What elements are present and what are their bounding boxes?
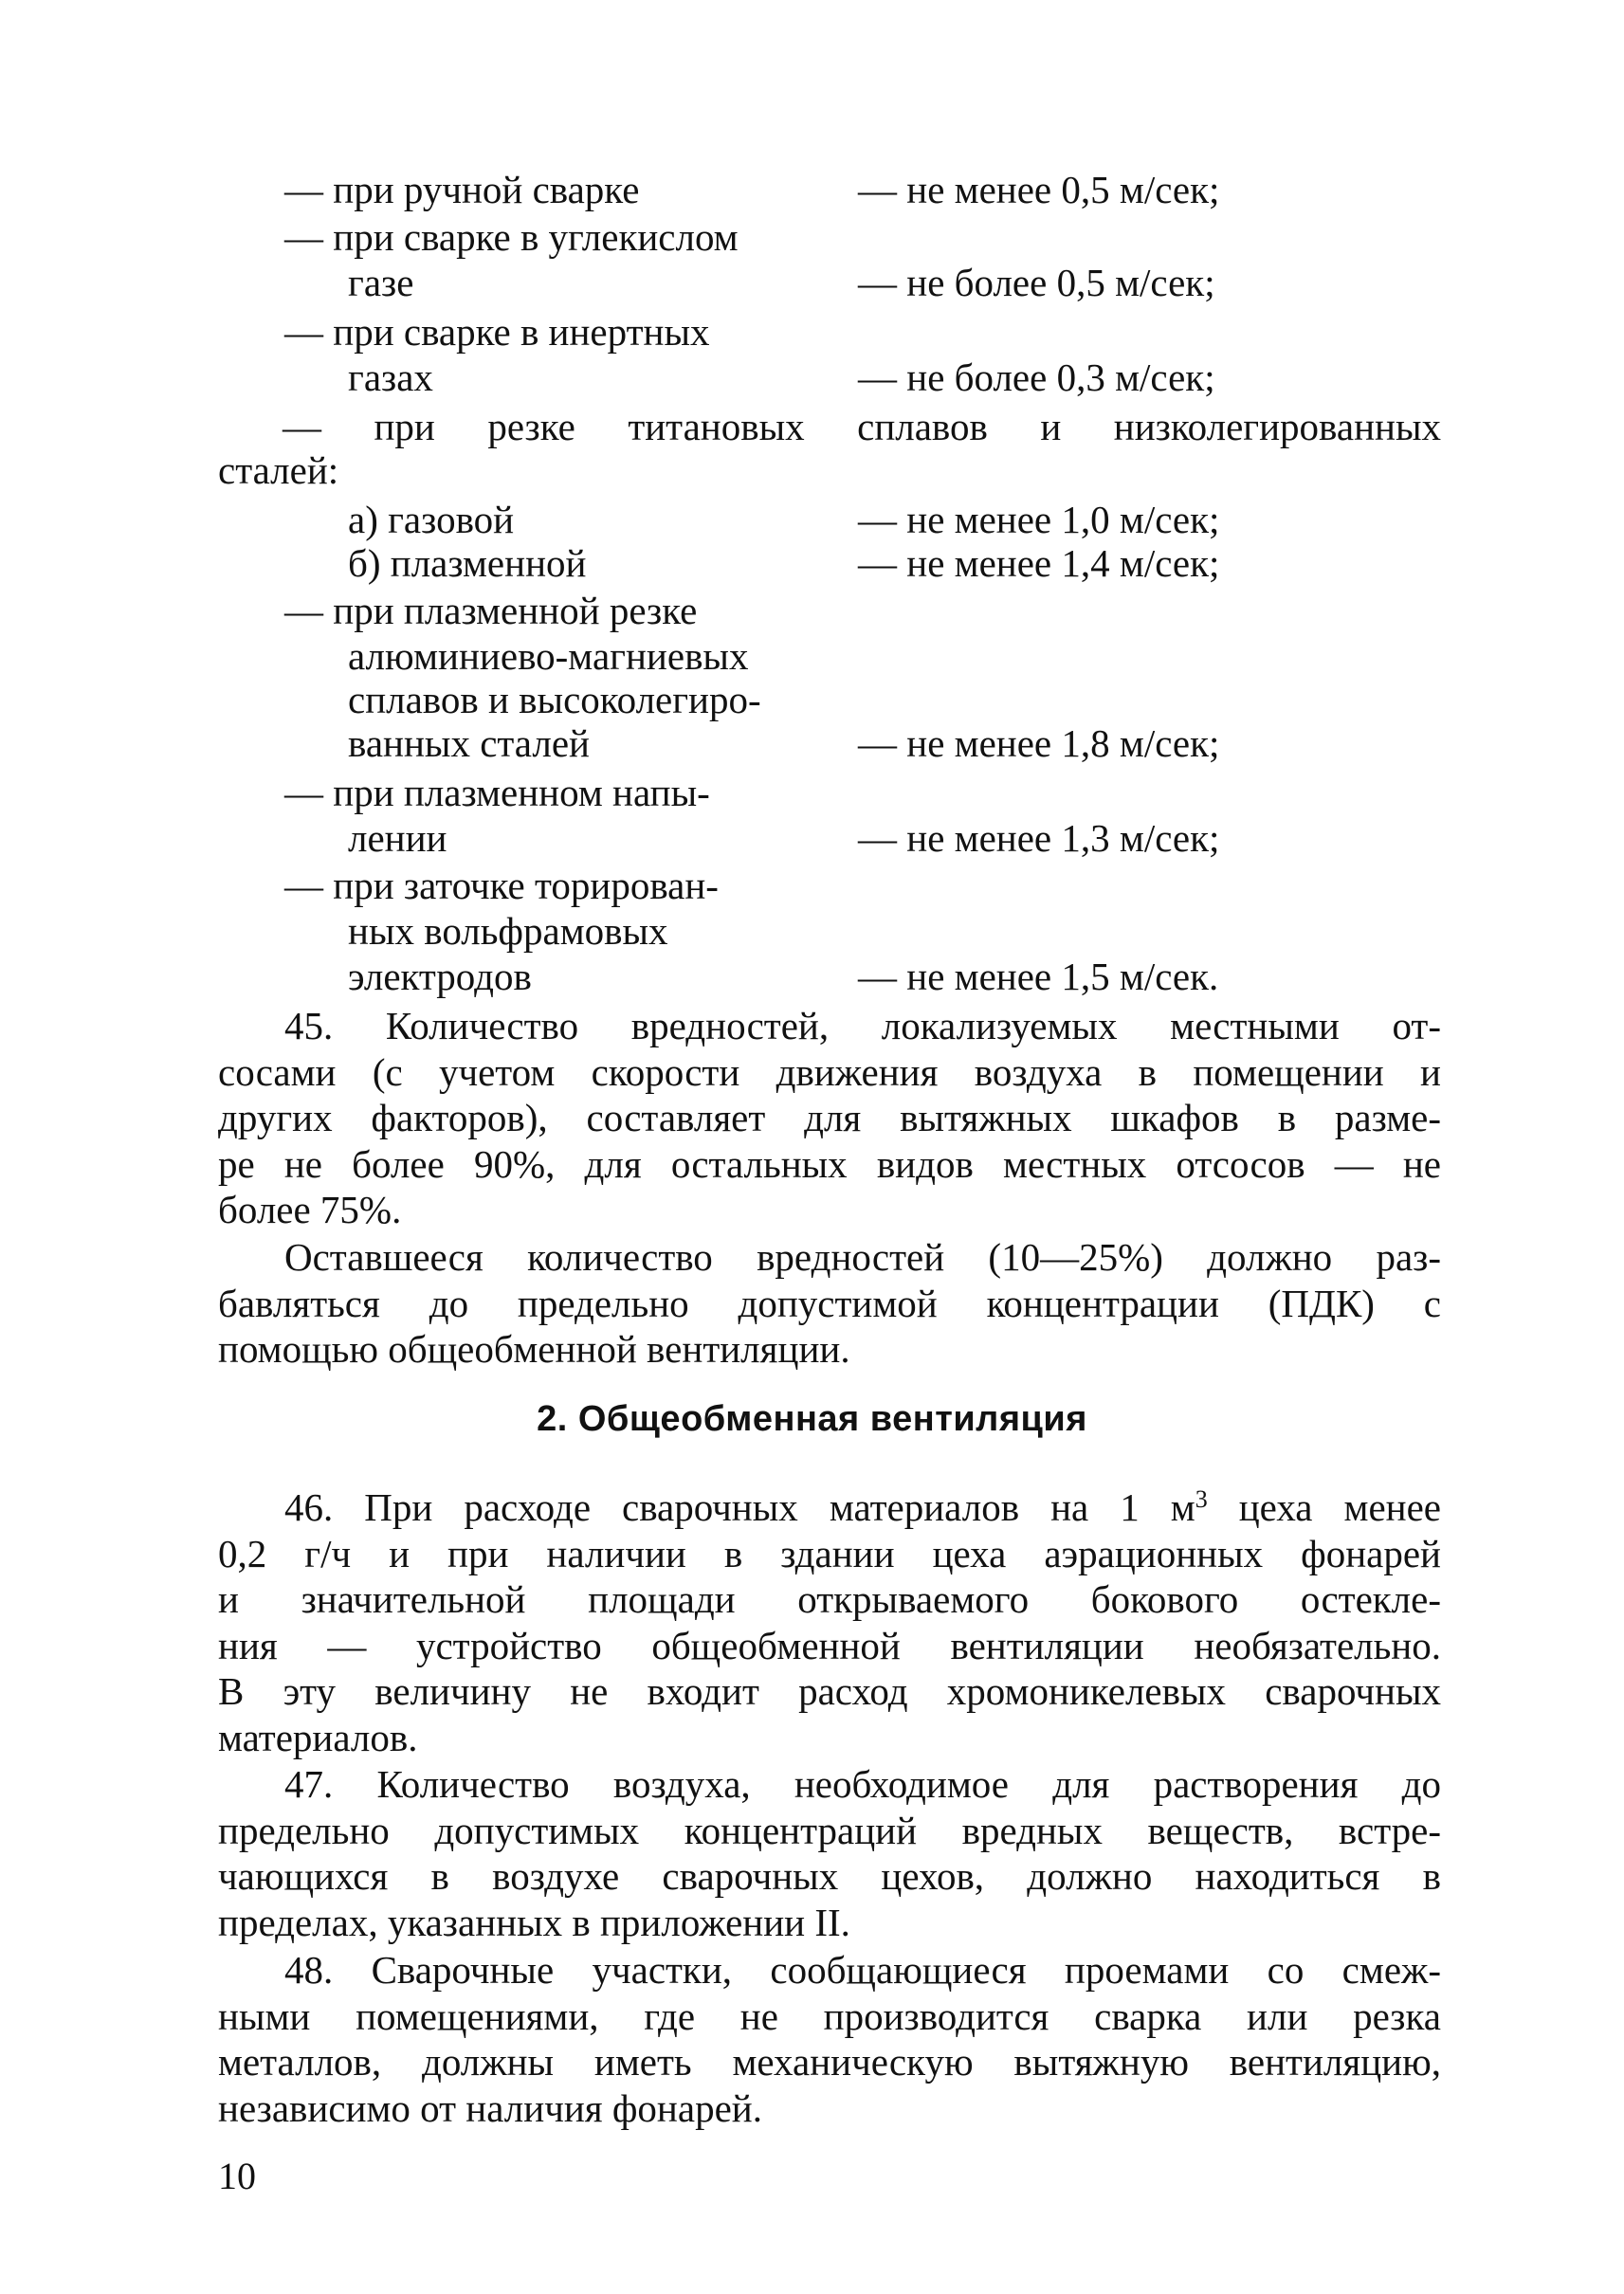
p46-line1-part-a: 46. При расходе сварочных материалов на 1 м [284, 1485, 1195, 1529]
text-line: материалов. [218, 1715, 418, 1759]
req-titan-intro-1: — при резке титановых сплавов и низколегированных [283, 405, 1441, 448]
req-manual-value: — не менее 0,5 м/сек; [858, 168, 1220, 211]
req-plasma-label: б) плазменной [348, 541, 587, 585]
text-line: ния — устройство общеобменной вентиляции необязательно. [218, 1623, 1441, 1667]
req-manual-label: — при ручной сварке [284, 168, 640, 211]
cubic-superscript: 3 [1195, 1485, 1208, 1513]
text-line: пределах, указанных в приложении II. [218, 1900, 850, 1944]
req-inert-label-2: газах [348, 355, 433, 399]
text-line: 47. Количество воздуха, необходимое для растворения до [284, 1762, 1441, 1806]
req-spray-value: — не менее 1,3 м/сек; [858, 816, 1220, 860]
paragraph-46 [218, 1484, 1441, 1760]
req-co2-label-2: газе [348, 261, 414, 304]
p46-line1-part-b: цеха менее [1207, 1485, 1441, 1529]
req-sharpen-label-1: — при заточке торирован- [284, 864, 719, 907]
text-line: металлов, должны иметь механическую вытяжную вентиляцию, [218, 2040, 1441, 2084]
text-line: В эту величину не входит расход хромоникелевых сварочных [218, 1669, 1441, 1713]
text-line: более 75%. [218, 1188, 402, 1231]
text-line: 48. Сварочные участки, сообщающиеся проемами со смеж- [284, 1948, 1441, 1992]
text-line: и значительной площади открываемого бокового остекле- [218, 1577, 1441, 1621]
req-sharpen-label-3: электродов [348, 955, 532, 998]
req-sharpen-value: — не менее 1,5 м/сек. [858, 955, 1219, 998]
text-line: ными помещениями, где не производится сварка или резка [218, 1994, 1441, 2038]
text-line: ре не более 90%, для остальных видов местных отсосов — не [218, 1141, 1441, 1186]
paragraph-47 [218, 1761, 1441, 1945]
req-co2-label-1: — при сварке в углекислом [284, 215, 739, 259]
text-line: 0,2 г/ч и при наличии в здании цеха аэрационных фонарей [218, 1531, 1441, 1575]
req-sharpen-label-2: ных вольфрамовых [348, 909, 668, 953]
req-spray-label-1: — при плазменном напы- [284, 771, 710, 814]
text-line: сосами (с учетом скорости движения воздуха в помещении и [218, 1049, 1441, 1094]
req-inert-label-1: — при сварке в инертных [284, 310, 710, 354]
paragraph-45-residual [218, 1234, 1441, 1373]
text-line: бавляться до предельно допустимой концентрации (ПДК) с [218, 1281, 1441, 1325]
text-line: 45. Количество вредностей, локализуемых местными от- [284, 1004, 1441, 1047]
req-plasma-value: — не менее 1,4 м/сек; [858, 541, 1220, 585]
text-line: предельно допустимых концентраций вредных веществ, встре- [218, 1808, 1441, 1852]
req-spray-label-2: лении [348, 816, 447, 860]
text-line-with-superscript [218, 1484, 1441, 1531]
req-inert-value: — не более 0,3 м/сек; [858, 355, 1215, 399]
text-line: помощью общеобменной вентиляции. [218, 1327, 850, 1371]
req-gas-label: а) газовой [348, 498, 515, 541]
req-alum-label-3: сплавов и высоколегиро- [348, 678, 761, 721]
paragraph-48 [218, 1947, 1441, 2131]
paragraph-45 [218, 1003, 1441, 1233]
text-line: других факторов), составляет для вытяжных шкафов в разме- [218, 1096, 1441, 1139]
req-gas-value: — не менее 1,0 м/сек; [858, 498, 1220, 541]
text-line: Оставшееся количество вредностей (10—25%) должно раз- [284, 1235, 1441, 1279]
text-line: независимо от наличия фонарей. [218, 2085, 762, 2130]
req-co2-value: — не более 0,5 м/сек; [858, 261, 1215, 304]
req-alum-label-4: ванных сталей [348, 721, 590, 765]
section-heading: 2. Общеобменная вентиляция [537, 1399, 1087, 1439]
req-alum-label-2: алюминиево-магниевых [348, 634, 749, 678]
req-titan-intro-2: сталей: [218, 448, 339, 492]
page-number: 10 [218, 2155, 256, 2197]
req-alum-value: — не менее 1,8 м/сек; [858, 721, 1220, 765]
text-line: чающихся в воздухе сварочных цехов, должно находиться в [218, 1854, 1441, 1898]
req-alum-label-1: — при плазменной резке [284, 589, 698, 632]
